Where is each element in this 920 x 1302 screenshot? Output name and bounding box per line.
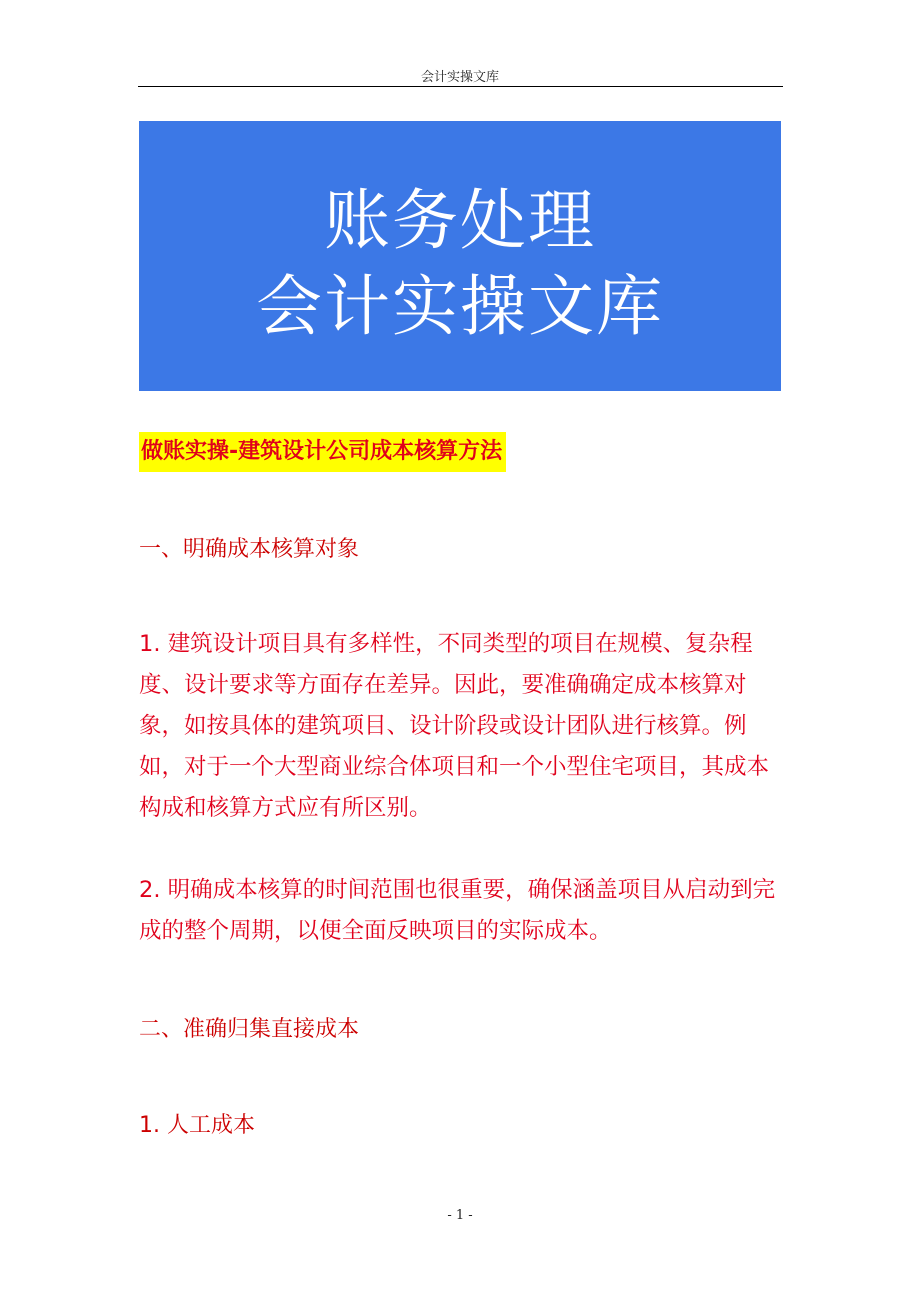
section-heading-2: 二、准确归集直接成本 (139, 1017, 360, 1042)
subheading-labor-cost: 1. 人工成本 (139, 1113, 255, 1138)
header-divider (138, 86, 783, 87)
banner-line-1: 账务处理 (324, 182, 596, 259)
section-heading-1: 一、明确成本核算对象 (139, 537, 360, 562)
banner-line-2: 会计实操文库 (256, 268, 664, 345)
document-title: 做账实操-建筑设计公司成本核算方法 (139, 432, 506, 472)
cover-banner (139, 121, 781, 391)
paragraph-2: 2. 明确成本核算的时间范围也很重要，确保涵盖项目从启动到完成的整个周期，以便全面反映项目的实际成本。 (139, 877, 776, 944)
paragraph-1: 1. 建筑设计项目具有多样性，不同类型的项目在规模、复杂程度、设计要求等方面存在差异。因此，要准确确定成本核算对象，如按具体的建筑项目、设计阶段或设计团队进行核算。例如，对于一个大型商业综合体项目和一个小型住宅项目，其成本构成和核算方式应有所区别。 (139, 631, 770, 821)
page-number: - 1 - (447, 1208, 473, 1223)
running-header: 会计实操文库 (420, 70, 499, 85)
